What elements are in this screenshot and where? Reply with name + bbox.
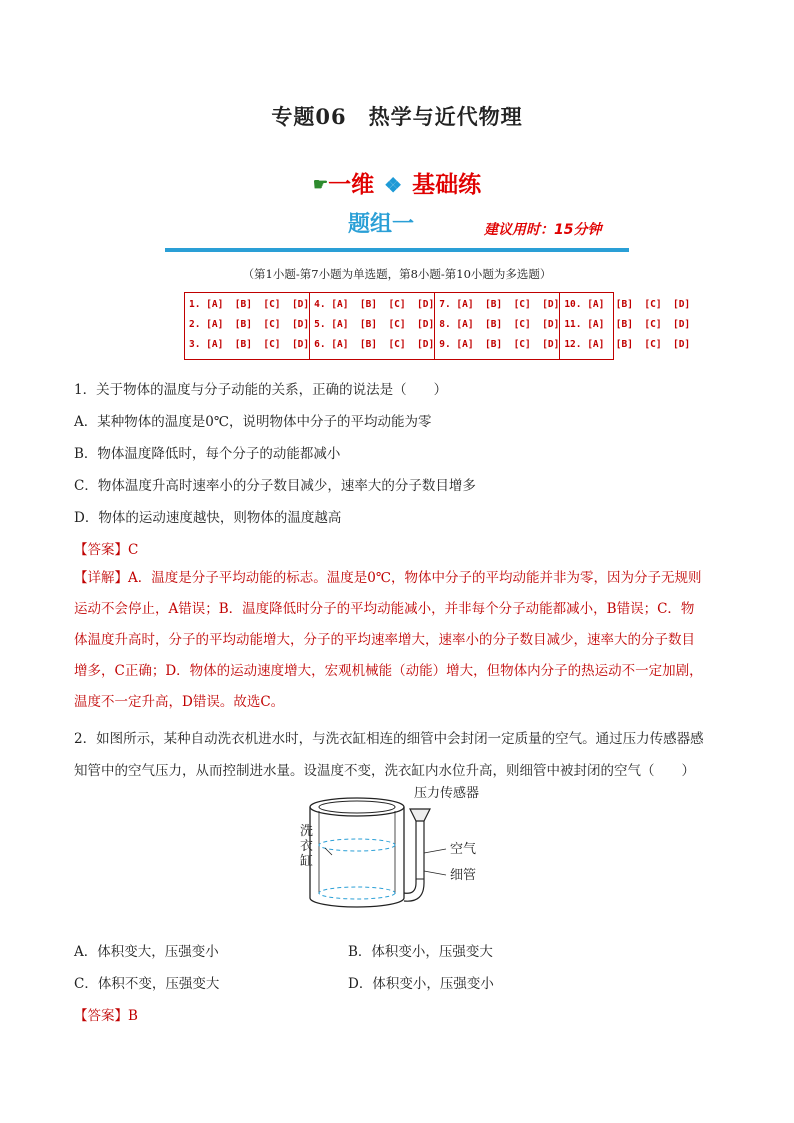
level-two-label: 基础练	[412, 171, 482, 198]
answer-sheet-row[interactable]: 1. [A] [B] [C] [D]	[189, 299, 310, 310]
answer-sheet-row[interactable]: 4. [A] [B] [C] [D]	[314, 299, 435, 310]
label-leader	[424, 849, 446, 853]
answer-sheet-row[interactable]: 7. [A] [B] [C] [D]	[439, 299, 560, 310]
answer-sheet-column	[185, 293, 310, 359]
question-1-option-c: C．物体温度升高时速率小的分子数目减少，速率大的分子数目增多	[74, 478, 476, 494]
washing-machine-figure	[300, 783, 510, 908]
pipe-inner	[404, 821, 424, 901]
suggested-time: 建议用时：15分钟	[484, 222, 602, 238]
instruction-note: （第1小题-第7小题为单选题，第8小题-第10小题为多选题）	[242, 267, 552, 281]
answer-sheet-row[interactable]: 6. [A] [B] [C] [D]	[314, 339, 435, 350]
answer-sheet-column	[435, 293, 560, 359]
question-1-answer: 【答案】C	[74, 542, 139, 558]
answer-sheet-row[interactable]: 10. [A] [B] [C] [D]	[564, 299, 691, 310]
question-1-option-b: B．物体温度降低时，每个分子的动能都减小	[74, 446, 341, 462]
tub-label-char: 洗	[300, 824, 314, 839]
answer-sheet-row[interactable]: 3. [A] [B] [C] [D]	[189, 339, 310, 350]
answer-sheet-row[interactable]: 8. [A] [B] [C] [D]	[439, 319, 560, 330]
question-2-stem-line-2: 知管中的空气压力，从而控制进水量。设温度不变，洗衣缸内水位升高，则细管中被封闭的空气（ ）	[74, 763, 695, 779]
answer-sheet	[184, 292, 691, 360]
water-bottom	[319, 887, 395, 899]
explanation-line: 运动不会停止，A错误；B．温度降低时分子的平均动能减小，并非每个分子动能都减小，B错误；C．物	[74, 601, 695, 617]
question-2-answer: 【答案】B	[74, 1008, 138, 1024]
answer-sheet-row[interactable]: 11. [A] [B] [C] [D]	[564, 319, 691, 330]
question-2-option-a: A．体积变大，压强变小	[74, 944, 219, 960]
question-2-option-c: C．体积不变，压强变大	[74, 976, 220, 992]
question-1-stem: 1．关于物体的温度与分子动能的关系，正确的说法是（ ）	[74, 382, 448, 398]
group-label: 题组一	[348, 212, 415, 237]
explanation-line: 增多，C正确；D．物体的运动速度增大，宏观机械能（动能）增大，但物体内分子的热运动不一定加剧，	[74, 663, 703, 679]
answer-sheet-row[interactable]: 12. [A] [B] [C] [D]	[564, 339, 691, 350]
tub-label-char: 衣	[300, 839, 314, 854]
question-2-option-b: B．体积变小，压强变大	[348, 944, 493, 960]
air-label: 空气	[450, 842, 477, 857]
answer-sheet-row[interactable]: 5. [A] [B] [C] [D]	[314, 319, 435, 330]
pipe-outer	[404, 821, 416, 893]
answer-sheet-row[interactable]: 2. [A] [B] [C] [D]	[189, 319, 310, 330]
question-2-stem-line-1: 2．如图所示，某种自动洗衣机进水时，与洗衣缸相连的细管中会封闭一定质量的空气。通过压力传感器感	[74, 731, 704, 747]
pointing-hand-icon: ☛	[312, 175, 329, 195]
question-1-explanation	[74, 563, 734, 718]
question-1-option-d: D．物体的运动速度越快，则物体的温度越高	[74, 510, 342, 526]
explanation-line: 【详解】A．温度是分子平均动能的标志。温度是0℃，物体中分子的平均动能并非为零，因为分子无规则	[74, 570, 702, 586]
pressure-sensor-icon	[410, 809, 430, 821]
tube-label: 细管	[450, 868, 477, 883]
explanation-line: 温度不一定升高，D错误。故选C。	[74, 694, 285, 710]
explanation-line: 体温度升高时，分子的平均动能增大，分子的平均速率增大，速率小的分子数目减少，速率大的分子数目	[74, 632, 695, 648]
tub-inner-rim	[319, 801, 395, 813]
divider-rule	[165, 248, 629, 252]
question-1-option-a: A．某种物体的温度是0℃，说明物体中分子的平均动能为零	[74, 414, 432, 430]
diamond-icon: ❖	[384, 173, 403, 197]
label-leader	[424, 871, 446, 875]
tub-label-char: 缸	[300, 854, 314, 869]
level-banner	[0, 166, 794, 199]
question-2-option-d: D．体积变小，压强变小	[348, 976, 494, 992]
water-surface	[319, 839, 395, 851]
page-title: 专题06 热学与近代物理	[271, 104, 523, 129]
answer-sheet-column	[560, 293, 690, 359]
tub-bottom	[310, 898, 404, 907]
sensor-label: 压力传感器	[414, 786, 480, 801]
level-one-label: 一维	[328, 171, 375, 198]
answer-sheet-row[interactable]: 9. [A] [B] [C] [D]	[439, 339, 560, 350]
answer-sheet-column	[310, 293, 435, 359]
